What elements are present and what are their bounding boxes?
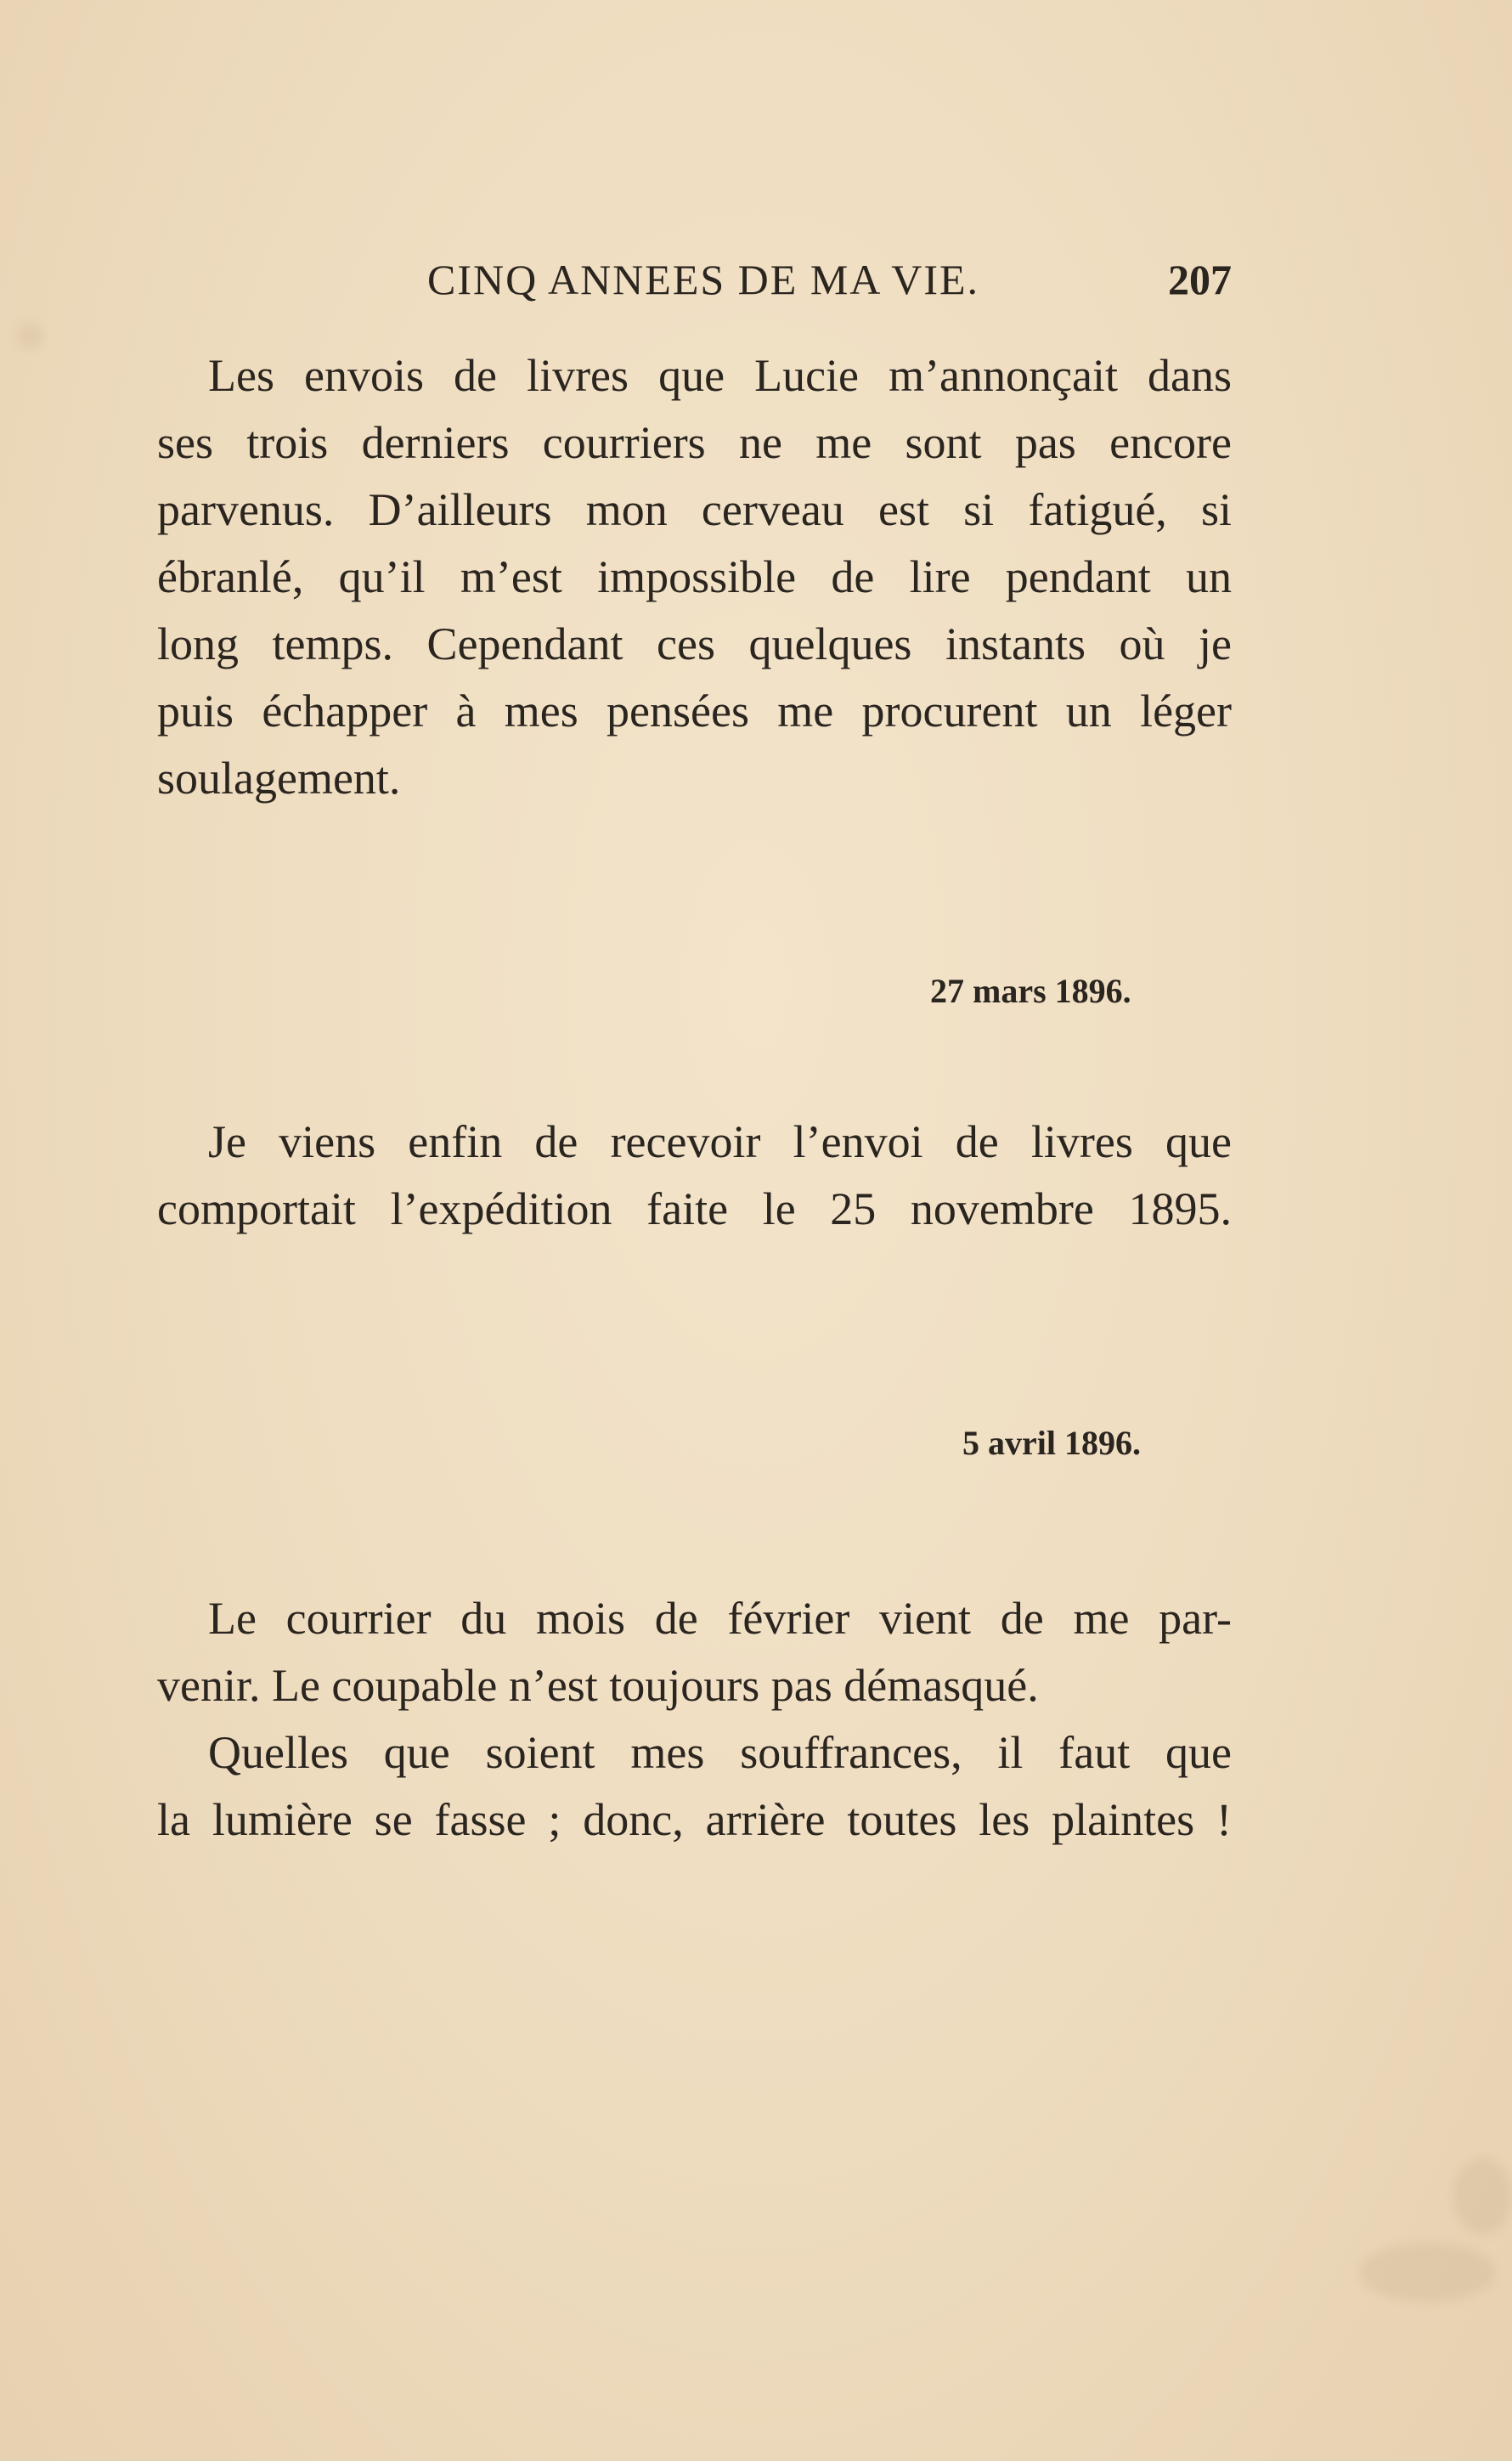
text-line: soulagement. <box>157 753 401 804</box>
text-line: ses trois derniers courriers ne me sont pas encore <box>157 417 1232 468</box>
page-number: 207 <box>1168 256 1232 303</box>
text-line: Je viens enfin de recevoir l’envoi de livres que <box>208 1116 1232 1167</box>
text-line: la lumière se fasse ; donc, arrière toutes les plaintes ! <box>157 1794 1232 1845</box>
text-line: puis échapper à mes pensées me procurent un léger <box>157 686 1232 737</box>
paragraph-books-not-arrived <box>157 342 1232 812</box>
running-title: CINQ ANNEES DE MA VIE. <box>427 256 980 303</box>
text-line: Le courrier du mois de février vient de me par- <box>208 1593 1232 1644</box>
running-head <box>157 255 1232 308</box>
paper-stain <box>1453 2158 1512 2234</box>
paper-stain <box>1359 2243 1495 2302</box>
paper-stain <box>17 323 42 348</box>
entry-date: 5 avril 1896. <box>962 1424 1141 1462</box>
text-line: long temps. Cependant ces quelques instants où je <box>157 618 1232 669</box>
text-line: Quelles que soient mes souffrances, il faut que <box>208 1727 1232 1778</box>
text-line: venir. Le coupable n’est toujours pas démasqué. <box>157 1660 1039 1711</box>
paragraph-books-received <box>157 1109 1232 1243</box>
entry-date: 27 mars 1896. <box>930 972 1131 1010</box>
text-line: comportait l’expédition faite le 25 novembre 1895. <box>157 1183 1232 1234</box>
text-line: ébranlé, qu’il m’est impossible de lire pendant un <box>157 551 1232 602</box>
text-line: parvenus. D’ailleurs mon cerveau est si fatigué, si <box>157 484 1232 535</box>
text-line: Les envois de livres que Lucie m’annonçait dans <box>208 350 1232 401</box>
paragraph-mail-received <box>157 1585 1232 1854</box>
